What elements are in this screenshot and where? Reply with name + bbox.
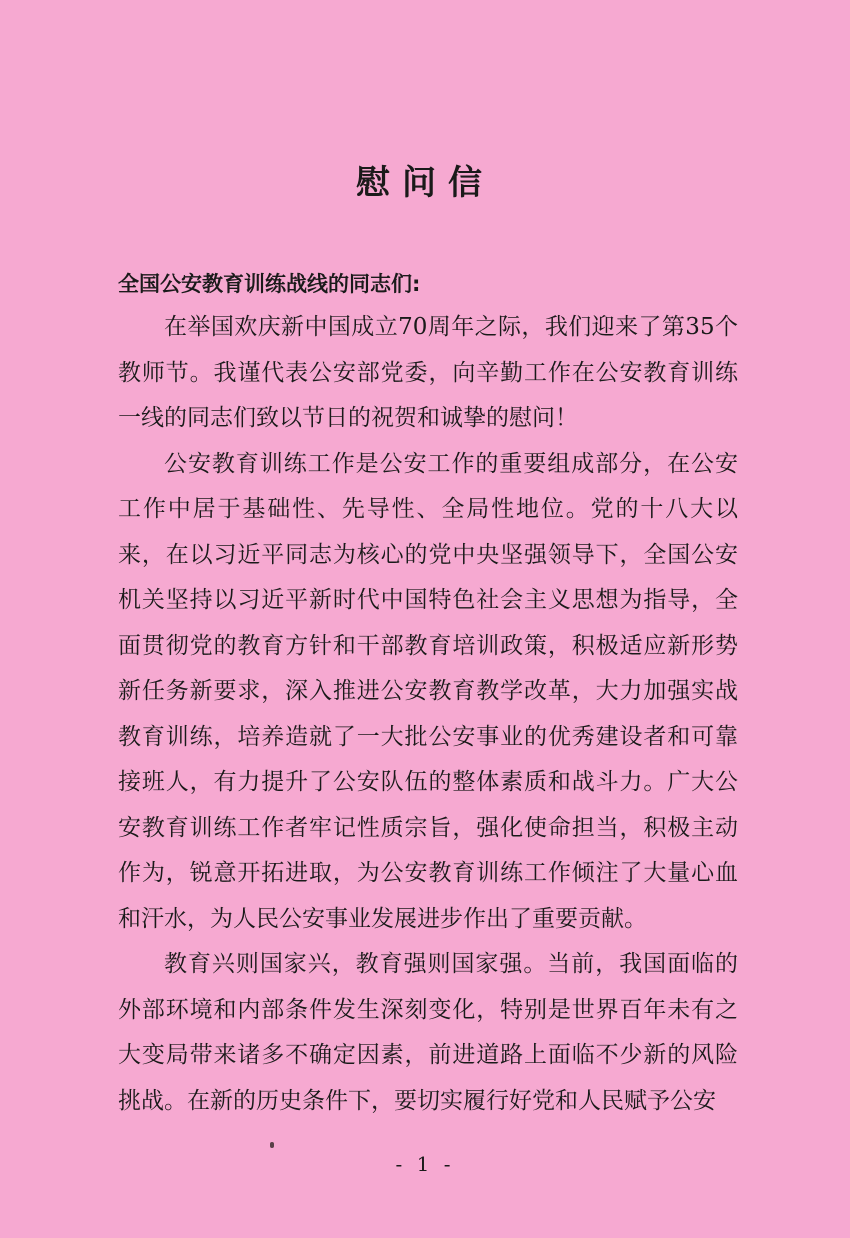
scan-speck [270,1142,274,1148]
letter-body [118,305,738,1124]
page-number: - 1 - [395,1152,455,1176]
paragraph-3: 教育兴则国家兴，教育强则国家强。当前，我国面临的外部环境和内部条件发生深刻变化，特别是世界百年未有之大变局带来诸多不确定因素，前进道路上面临不少新的风险挑战。在新的历史条件下，要切实履行好党和人民赋予公安 [118,951,738,1114]
paragraph-2: 公安教育训练工作是公安工作的重要组成部分，在公安工作中居于基础性、先导性、全局性地位。党的十八大以来，在以习近平同志为核心的党中央坚强领导下，全国公安机关坚持以习近平新时代中国特色社会主义思想为指导，全面贯彻党的教育方针和干部教育培训政策，积极适应新形势新任务新要求，深入推进公安教育教学改革，大力加强实战教育训练，培养造就了一大批公安事业的优秀建设者和可靠接班人，有力提升了公安队伍的整体素质和战斗力。广大公安教育训练工作者牢记性质宗旨，强化使命担当，积极主动作为，锐意开拓进取，为公安教育训练工作倾注了大量心血和汗水，为人民公安事业发展进步作出了重要贡献。 [118,450,738,932]
salutation: 全国公安教育训练战线的同志们: [118,272,421,296]
document-title: 慰问信 [356,163,494,203]
paragraph-1: 在举国欢庆新中国成立70周年之际，我们迎来了第35个教师节。我谨代表公安部党委，向辛勤工作在公安教育训练一线的同志们致以节日的祝贺和诚挚的慰问！ [118,314,738,431]
